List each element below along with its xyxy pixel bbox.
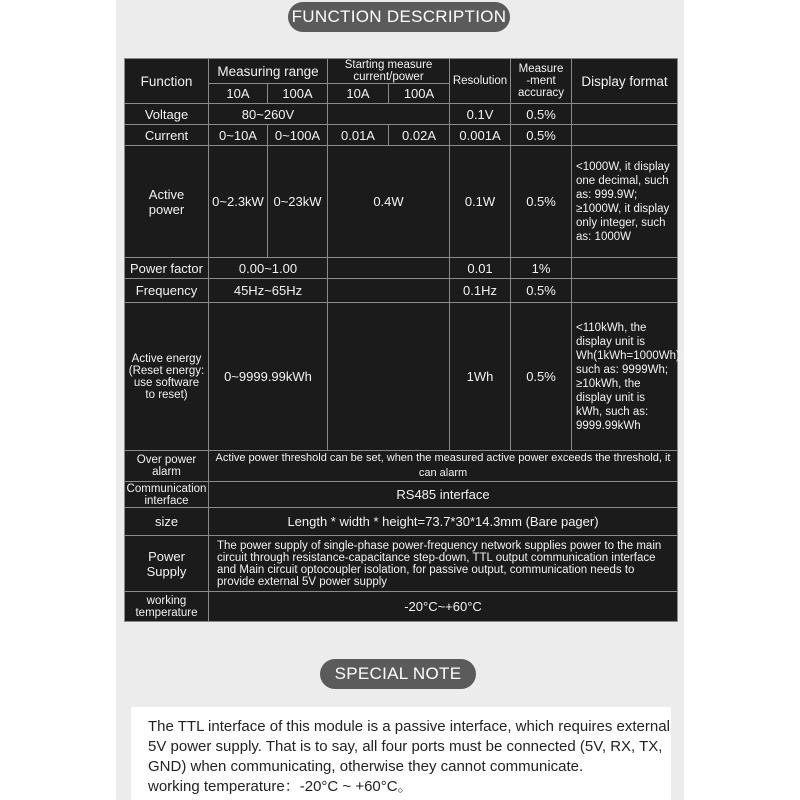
row-frequency xyxy=(125,279,678,303)
row-communication xyxy=(125,482,678,508)
row-size xyxy=(125,508,678,536)
header-starting-measure: Starting measure current/power xyxy=(328,59,450,84)
size-label: size xyxy=(125,508,209,536)
row-active-power xyxy=(125,146,678,258)
active-energy-display-format: <110kWh, the display unit is Wh(1kWh=1000Wh), such as: 9999Wh; ≥10kWh, the display unit is kWh, such as: 9999.99kWh xyxy=(572,303,678,451)
header-function: Function xyxy=(125,59,209,104)
subheader-start-10a: 10A xyxy=(328,84,389,104)
row-voltage xyxy=(125,104,678,125)
function-description-title: FUNCTION DESCRIPTION xyxy=(288,2,510,32)
voltage-accuracy: 0.5% xyxy=(511,104,572,125)
voltage-label: Voltage xyxy=(125,104,209,125)
row-working-temperature xyxy=(125,592,678,622)
power-supply-value: The power supply of single-phase power-frequency network supplies power to the main circuit through resistance-capacitance step-down, TTL output communication interface and Main circuit optocoupler isolation, for passive output, communication needs to provide external 5V power supply xyxy=(209,536,678,592)
active-power-start: 0.4W xyxy=(328,146,450,258)
power-factor-display xyxy=(572,258,678,279)
subheader-range-10a: 10A xyxy=(209,84,268,104)
row-current xyxy=(125,125,678,146)
active-power-resolution: 0.1W xyxy=(450,146,511,258)
communication-label: Communication interface xyxy=(125,482,209,508)
frequency-display xyxy=(572,279,678,303)
function-table xyxy=(124,58,684,622)
voltage-resolution: 0.1V xyxy=(450,104,511,125)
header-display-format: Display format xyxy=(572,59,678,104)
active-power-display-format: <1000W, it display one decimal, such as: 999.9W; ≥1000W, it display only integer, such as: 1000W xyxy=(572,146,678,258)
current-range-100a: 0~100A xyxy=(268,125,328,146)
over-power-alarm-value: Active power threshold can be set, when the measured active power exceeds the threshold, it can alarm xyxy=(209,451,678,482)
header-accuracy: Measure -ment accuracy xyxy=(511,59,572,104)
communication-value: RS485 interface xyxy=(209,482,678,508)
special-note-title: SPECIAL NOTE xyxy=(320,659,476,689)
header-measuring-range: Measuring range xyxy=(209,59,328,84)
active-power-label: Active power xyxy=(125,146,209,258)
frequency-accuracy: 0.5% xyxy=(511,279,572,303)
frequency-start xyxy=(328,279,450,303)
active-power-range-10a: 0~2.3kW xyxy=(209,146,268,258)
special-note-box xyxy=(131,707,671,800)
active-energy-range: 0~9999.99kWh xyxy=(209,303,328,451)
current-start-100a: 0.02A xyxy=(389,125,450,146)
frequency-label: Frequency xyxy=(125,279,209,303)
size-value: Length * width * height=73.7*30*14.3mm (Bare pager) xyxy=(209,508,678,536)
active-power-range-100a: 0~23kW xyxy=(268,146,328,258)
working-temperature-value: -20°C~+60°C xyxy=(209,592,678,622)
current-accuracy: 0.5% xyxy=(511,125,572,146)
active-energy-resolution: 1Wh xyxy=(450,303,511,451)
power-factor-start xyxy=(328,258,450,279)
active-energy-start xyxy=(328,303,450,451)
row-over-power-alarm xyxy=(125,451,678,482)
current-display xyxy=(572,125,678,146)
power-supply-label: Power Supply xyxy=(125,536,209,592)
current-range-10a: 0~10A xyxy=(209,125,268,146)
over-power-alarm-label: Over power alarm xyxy=(125,451,209,482)
table-header-row xyxy=(125,59,678,84)
special-note-text: The TTL interface of this module is a passive interface, which requires external 5V power supply. That is to say, all four ports must be connected (5V, RX, TX, GND) when communicating, otherwise they cannot communicate. working temperature：-20°C ~ +60°C。 xyxy=(148,718,670,795)
power-factor-resolution: 0.01 xyxy=(450,258,511,279)
row-power-factor xyxy=(125,258,678,279)
subheader-start-100a: 100A xyxy=(389,84,450,104)
active-power-accuracy: 0.5% xyxy=(511,146,572,258)
voltage-start xyxy=(328,104,450,125)
active-energy-accuracy: 0.5% xyxy=(511,303,572,451)
subheader-range-100a: 100A xyxy=(268,84,328,104)
current-resolution: 0.001A xyxy=(450,125,511,146)
row-power-supply xyxy=(125,536,678,592)
current-label: Current xyxy=(125,125,209,146)
power-factor-label: Power factor xyxy=(125,258,209,279)
power-factor-accuracy: 1% xyxy=(511,258,572,279)
voltage-range: 80~260V xyxy=(209,104,328,125)
active-energy-label: Active energy (Reset energy: use software to reset) xyxy=(125,303,209,451)
row-active-energy xyxy=(125,303,678,451)
current-start-10a: 0.01A xyxy=(328,125,389,146)
header-resolution: Resolution xyxy=(450,59,511,104)
working-temperature-label: working temperature xyxy=(125,592,209,622)
power-factor-range: 0.00~1.00 xyxy=(209,258,328,279)
voltage-display xyxy=(572,104,678,125)
frequency-range: 45Hz~65Hz xyxy=(209,279,328,303)
frequency-resolution: 0.1Hz xyxy=(450,279,511,303)
